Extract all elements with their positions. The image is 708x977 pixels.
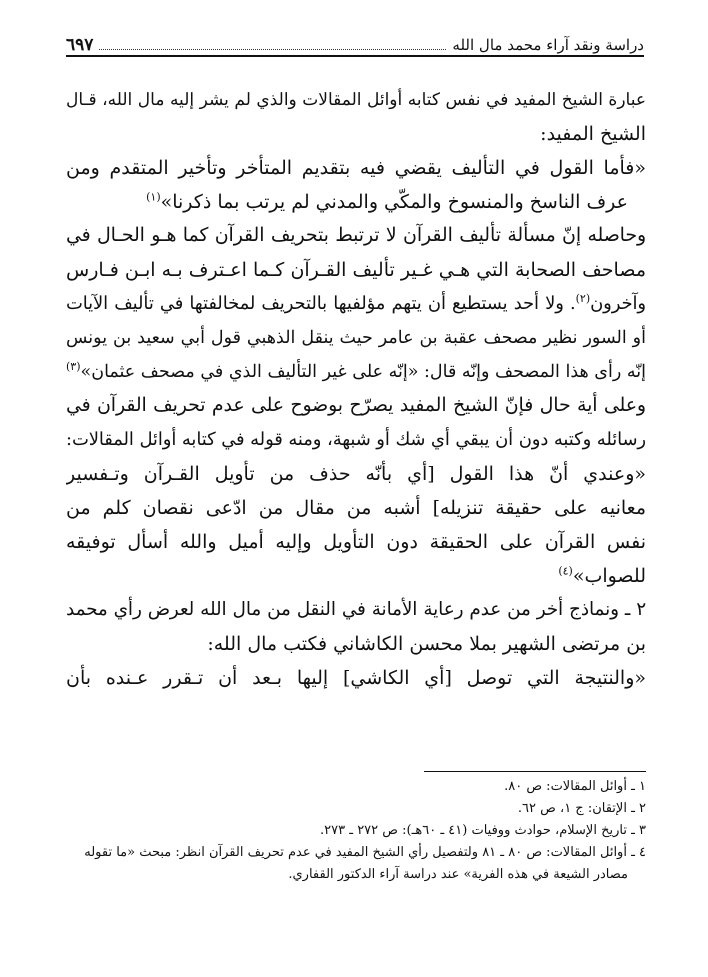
body-text-run: [66, 294, 646, 314]
body-line: وحاصله إنّ مسألة تأليف القرآن لا ترتبط بتحريف القرآن كما هـو الحـال في: [66, 225, 646, 246]
footnote-marker: (١): [146, 190, 161, 204]
body-text-run: إنّه رأى هذا المصحف وإنّه قال: «إنّه على غير التأليف الذي في مصحف عثمان»: [80, 362, 646, 382]
body-text: [66, 83, 646, 695]
header-leader-dots: [99, 49, 446, 50]
footnotes: [66, 776, 646, 886]
body-text-run: وآخرون: [590, 294, 646, 314]
body-line: مصاحف الصحابة التي هـي غـير تأليف القـرآن كـما اعـترف بـه ابـن فـارس: [66, 259, 646, 281]
body-line: بن مرتضى الشهير بملا محسن الكاشاني فكتب مال الله:: [207, 633, 646, 655]
quote-line: «فأما القول في التأليف يقضي فيه بتقديم المتأخر وتأخير المتقدم ومن: [66, 157, 646, 179]
quote-text: للصواب»: [572, 565, 646, 587]
footnote: ٤ ـ أوائل المقالات: ص ٨٠ ـ ٨١ ولتفصيل رأي الشيخ المفيد في عدم تحريف القرآن انظر: مبحث «ما تقوله: [84, 845, 646, 860]
quote-line: [66, 185, 646, 219]
body-line: [66, 287, 646, 321]
footnote: ١ ـ أوائل المقالات: ص ٨٠.: [504, 779, 646, 794]
body-line: رسائله وكتبه دون أن يبقي أي شك أو شبهة، ومنه قوله في كتابه أوائل المقالات:: [66, 430, 646, 450]
body-line: ٢ ـ ونماذج أخر من عدم رعاية الأمانة في النقل من مال الله لعرض رأي محمد: [66, 599, 646, 620]
body-line: الشيخ المفيد:: [540, 123, 646, 145]
quote-text: عرف الناسخ والمنسوخ والمكّي والمدني لم يرتب بما ذكرنا»: [160, 191, 628, 213]
quote-line: «والنتيجة التي توصل [أي الكاشي] إليها بـعد أن تـقرر عـنده بأن: [66, 667, 646, 689]
footnote: ٣ ـ تاريخ الإسلام، حوادث ووفيات (٤١ ـ ٦٠هـ): ص ٢٧٢ ـ ٢٧٣.: [320, 823, 646, 838]
body-line: [66, 355, 646, 389]
quote-line: نفس القرآن على الحقيقة دون التأويل وإليه أميل والله أسأل توفيقه: [66, 531, 646, 553]
footnote-separator: [424, 771, 646, 772]
body-line: أو السور نظير مصحف عقبة بن عامر حيث ينقل الذهبي قول أبي سعيد بن يونس: [66, 328, 646, 348]
page-number: ٦٩٧: [66, 35, 94, 55]
footnote-marker: (٤): [558, 564, 573, 578]
body-line: وعلى أية حال فإنّ الشيخ المفيد يصرّح بوضوح على عدم تحريف القرآن في: [66, 395, 646, 416]
quote-line: معانيه على حقيقة تنزيله] أشبه من مقال من ادّعى نقصان كلم من: [66, 497, 646, 519]
footnote-marker: (٣): [66, 360, 81, 374]
running-header: [66, 31, 644, 57]
body-text-run: . ولا أحد يستطيع أن يتهم مؤلفيها بالتحريف لمخالفتها في تأليف الآيات: [66, 294, 576, 314]
footnote-continuation: مصادر الشيعة في هذه الفرية» عند دراسة آراء الدكتور القفاري.: [288, 867, 628, 882]
footnote: ٢ ـ الإتقان: ج ١، ص ٦٢.: [517, 801, 646, 816]
body-line: عبارة الشيخ المفيد في نفس كتابه أوائل المقالات والذي لم يشر إليه مال الله، قـال: [66, 90, 646, 110]
header-title: دراسة ونقد آراء محمد مال الله: [452, 36, 644, 54]
quote-line: «وعندي أنّ هذا القول [أي بأنّه حذف من تأويل القـرآن وتـفسير: [66, 463, 646, 485]
quote-line: [66, 559, 646, 593]
footnote-marker: (٢): [575, 292, 591, 306]
